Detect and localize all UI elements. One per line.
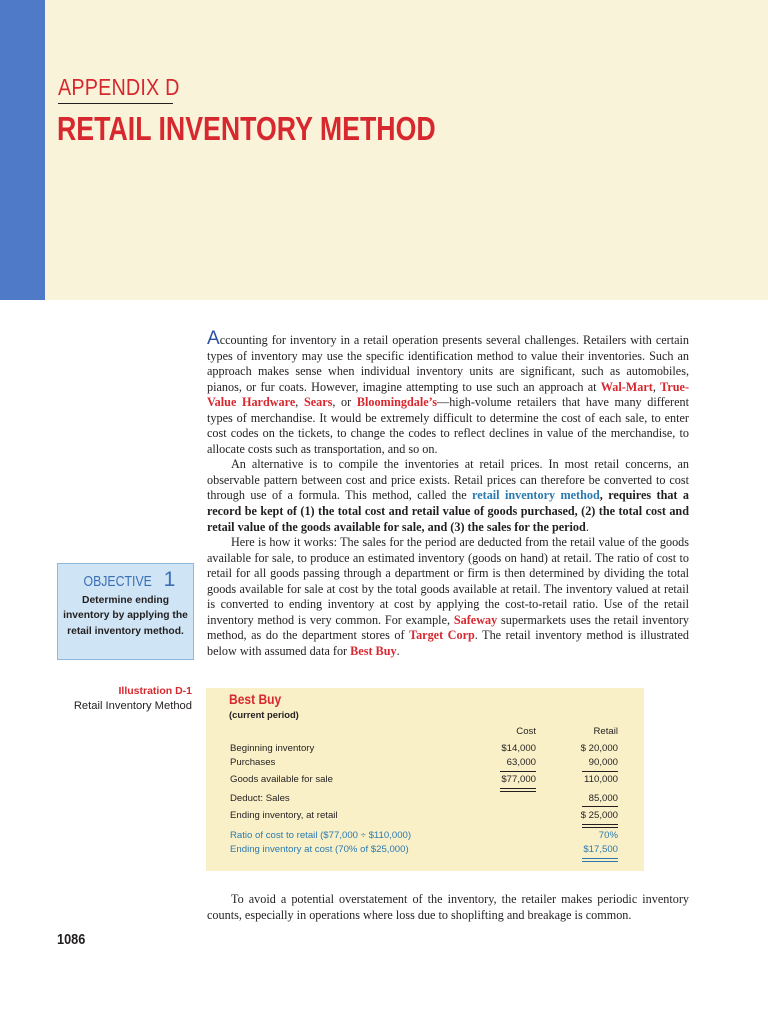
ending-cost-value: $17,500 <box>583 844 618 855</box>
paragraph-2 <box>207 457 689 535</box>
p1-text-b: —high-volume retailers that have many different types of merchandise. It would be extremely difficult to determine the cost of each sale, to enter cost codes on the tickets, to change the codes to reflect declines in value of the merchandise, to allocate costs such as transportation, and so on. <box>207 395 690 456</box>
appendix-label: APPENDIX D <box>58 74 180 100</box>
illustration-caption: Retail Inventory Method <box>73 700 192 712</box>
drop-cap: A <box>207 328 220 349</box>
row-cost: $14,000 <box>501 743 536 754</box>
row-cost: 63,000 <box>506 757 536 768</box>
p3-text-a: Here is how it works: The sales for the period are deducted from the retail value of the goods available for sale, to produce an estimated inventory (goods on hand) at retail. The ratio of cost to retail for all goods passing through a department or firm is then determined by dividing the total goods available for sale at cost by the total goods available at retail. The inventory valued at retail is converted to ending inventory at cost by applying the cost-to-retail ratio. Use of the retail inventory method is very common. For example, <box>207 535 689 627</box>
company-bestbuy: Best Buy <box>350 643 397 658</box>
total-double-rule-retail <box>582 824 618 828</box>
row-cost: $77,000 <box>501 774 536 785</box>
row-label: Deduct: Sales <box>230 793 290 804</box>
illustration-table <box>206 688 644 871</box>
p2-end: . <box>585 519 589 534</box>
header-band <box>0 0 768 300</box>
row-retail: $ 25,000 <box>580 810 618 821</box>
total-double-rule <box>500 788 536 792</box>
intro-text <box>207 328 690 659</box>
row-label: Ending inventory, at retail <box>230 810 338 821</box>
column-header-retail: Retail <box>593 726 618 737</box>
row-retail: 90,000 <box>588 757 618 768</box>
subtotal-rule-retail <box>582 771 618 772</box>
appendix-rule <box>58 103 173 104</box>
p3-text-c: . The retail inventory method is illustrated below with assumed data for <box>207 628 689 658</box>
row-label: Goods available for sale <box>230 774 333 785</box>
subtotal-rule-cost <box>500 771 536 772</box>
row-label: Purchases <box>230 757 276 768</box>
company-target: Target Corp <box>409 628 475 643</box>
company-walmart: Wal-Mart <box>600 379 653 394</box>
page-title: RETAIL INVENTORY METHOD <box>57 110 436 147</box>
company-bloomingdales: Bloomingdale’s <box>356 395 437 410</box>
key-term: retail inventory method <box>472 488 600 503</box>
p2-text-a: An alternative is to compile the inventories at retail prices. In most retail concerns, an observable pattern between cost and price exists. Retail prices can therefore be converted to cost through use of a formula. This method, called the <box>207 457 689 503</box>
ratio-value: 70% <box>598 830 618 841</box>
sep: , or <box>332 395 357 410</box>
ending-double-rule <box>582 858 618 862</box>
company-safeway: Safeway <box>453 612 498 627</box>
p3-end: . <box>396 643 400 658</box>
company-truevalue: True-Value Hardware <box>207 379 690 410</box>
row-retail: 110,000 <box>584 774 618 785</box>
p1-text-a: ccounting for inventory in a retail operation presents several challenges. Retailers with certain types of inventory may use the specific identification method to value their inventories. Such an approach makes sense when individual inventory units are significant, such as automobiles, pianos, or fur coats. However, imagine attempting to use such an approach at <box>207 333 689 394</box>
row-retail: $ 20,000 <box>580 743 618 754</box>
illustration-period: (current period) <box>229 709 299 720</box>
row-label: Beginning inventory <box>230 743 315 754</box>
ratio-label: Ratio of cost to retail ($77,000 ÷ $110,000) <box>230 830 412 841</box>
ending-cost-label: Ending inventory at cost (70% of $25,000) <box>230 844 409 855</box>
row-retail: 85,000 <box>588 793 618 804</box>
illustration-label: Illustration D-1 <box>118 685 192 697</box>
subtotal-rule-retail-2 <box>582 806 618 807</box>
paragraph-3 <box>207 535 689 659</box>
header-blue-bar <box>0 0 45 300</box>
sep: , <box>295 395 304 410</box>
column-header-cost: Cost <box>516 726 536 737</box>
company-sears: Sears <box>303 395 333 410</box>
p3-text-b: supermarkets uses the retail inventory method, as do the department stores of <box>207 612 689 643</box>
p2-comma: , <box>599 488 603 503</box>
objective-heading <box>58 568 193 592</box>
illustration-company: Best Buy <box>229 691 282 707</box>
page-number: 1086 <box>57 931 86 948</box>
closing-paragraph: To avoid a potential overstatement of the inventory, the retailer makes periodic inventory counts, especially in operations where loss due to shoplifting and breakage is common. <box>207 892 689 922</box>
objective-number: 1 <box>163 568 176 591</box>
objective-box <box>57 563 194 660</box>
sep: , <box>652 379 661 394</box>
paragraph-1 <box>207 328 690 457</box>
p2-bold-text: requires that a record be kept of (1) the total cost and retail value of goods purchased, (2) the total cost and retail value of the goods available for sale, and (3) the sales for the period <box>207 488 689 534</box>
objective-word: OBJECTIVE <box>83 573 152 590</box>
objective-text: Determine ending inventory by applying the retail inventory method. <box>63 595 188 637</box>
